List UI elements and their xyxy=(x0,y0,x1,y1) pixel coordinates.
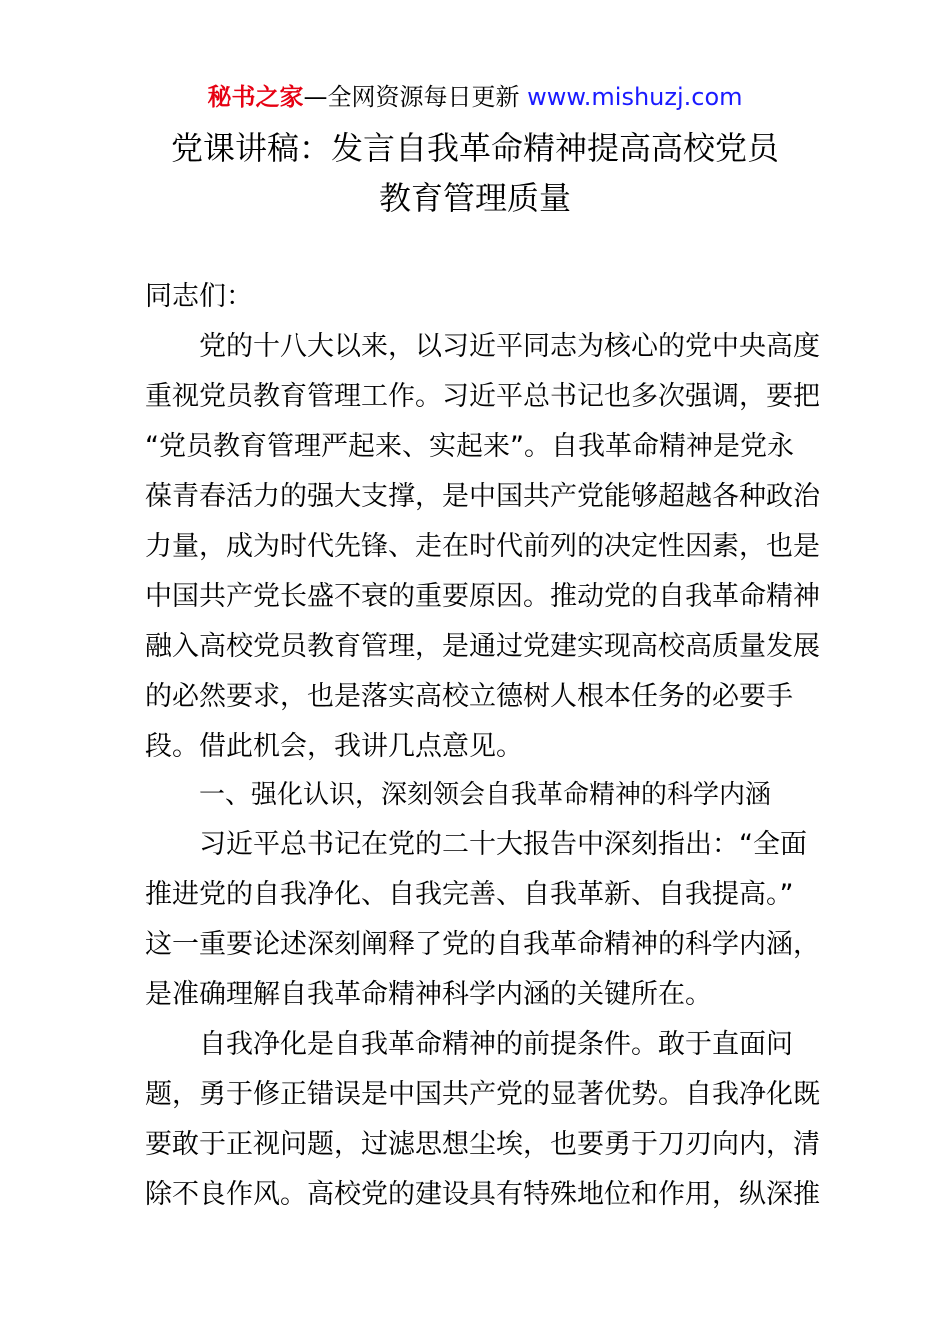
paragraph-1 xyxy=(145,322,820,772)
paragraph-line: 推进党的自我净化、自我完善、自我革新、自我提高。” xyxy=(145,879,794,910)
paragraph-line: 融入高校党员教育管理，是通过党建实现高校高质量发展 xyxy=(145,631,820,662)
paragraph-line: 是准确理解自我革命精神科学内涵的关键所在。 xyxy=(145,979,712,1010)
site-header xyxy=(0,80,950,114)
paragraph-line: 自我净化是自我革命精神的前提条件。敢于直面问 xyxy=(199,1029,793,1060)
paragraph-2 xyxy=(145,820,820,1020)
paragraph-line: 除不良作风。高校党的建设具有特殊地位和作用，纵深推 xyxy=(145,1179,820,1210)
salutation: 同志们： xyxy=(145,281,253,312)
document-title-line-1: 党课讲稿：发言自我革命精神提高高校党员 xyxy=(170,129,779,167)
section-heading-block xyxy=(145,770,810,820)
paragraph-3 xyxy=(145,1020,820,1220)
brand-name: 秘书之家 xyxy=(207,83,304,111)
paragraph-line: 要敢于正视问题，过滤思想尘埃，也要勇于刀刃向内，清 xyxy=(145,1129,820,1160)
paragraph-line: 段。借此机会，我讲几点意见。 xyxy=(145,731,523,762)
section-heading: 一、强化认识，深刻领会自我革命精神的科学内涵 xyxy=(199,780,772,810)
paragraph-line: “党员教育管理严起来、实起来”。自我革命精神是党永 xyxy=(145,431,794,462)
paragraph-line: 习近平总书记在党的二十大报告中深刻指出：“全面 xyxy=(199,829,807,860)
document-title-line-2: 教育管理质量 xyxy=(378,179,571,217)
paragraph-line: 的必然要求，也是落实高校立德树人根本任务的必要手 xyxy=(145,681,793,712)
paragraph-line: 重视党员教育管理工作。习近平总书记也多次强调，要把 xyxy=(145,381,820,412)
header-tagline: —全网资源每日更新 xyxy=(303,83,528,111)
salutation-block xyxy=(145,272,810,322)
paragraph-line: 这一重要论述深刻阐释了党的自我革命精神的科学内涵， xyxy=(145,929,820,960)
paragraph-line: 中国共产党长盛不衰的重要原因。推动党的自我革命精神 xyxy=(145,581,820,612)
paragraph-line: 葆青春活力的强大支撑，是中国共产党能够超越各种政治 xyxy=(145,481,820,512)
site-url-link[interactable]: www.mishuzj.com xyxy=(527,83,743,111)
paragraph-line: 力量，成为时代先锋、走在时代前列的决定性因素，也是 xyxy=(145,531,820,562)
paragraph-line: 题，勇于修正错误是中国共产党的显著优势。自我净化既 xyxy=(145,1079,820,1110)
paragraph-line: 党的十八大以来，以习近平同志为核心的党中央高度 xyxy=(199,331,820,362)
